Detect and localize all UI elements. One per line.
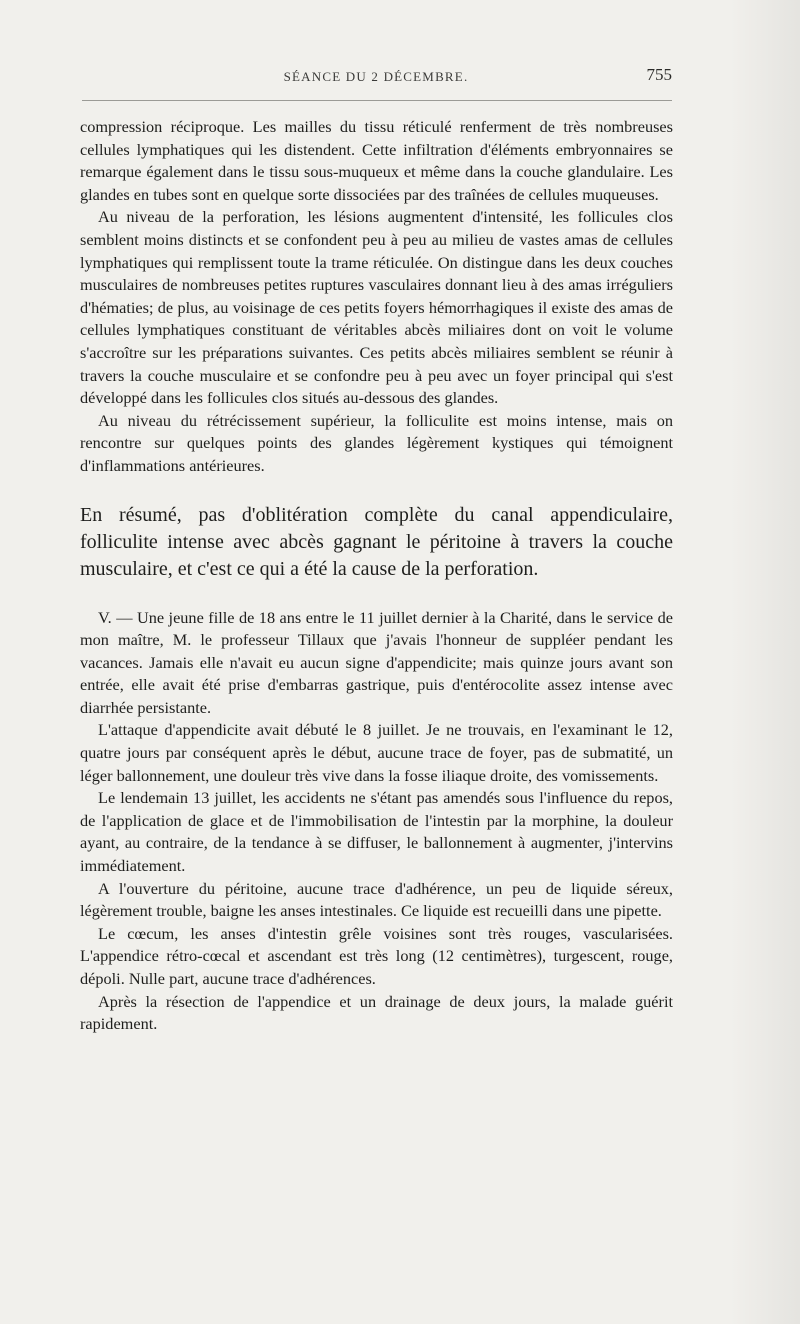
case-v-attack: L'attaque d'appendicite avait débuté le 8 juillet. Je ne trouvais, en l'examinant le 12, quatre jours par conséquent après le début, aucune trace de foyer, pas de submatité, un léger ballonnement, une douleur très vive dans la fosse iliaque droite, des vomissements. [80,720,673,785]
body-text [80,116,673,1036]
summary-paragraph: En résumé, pas d'oblitération complète du canal appendiculaire, folliculite intense avec abcès gagnant le péritoine à travers la couche musculaire, et c'est ce qui a été la cause de la perforation. [80,503,673,580]
case-v-opening: A l'ouverture du péritoine, aucune trace d'adhérence, un peu de liquide séreux, légèrement trouble, baigne les anses intestinales. Ce liquide est recueilli dans une pipette. [80,878,673,921]
case-v-outcome: Après la résection de l'appendice et un drainage de deux jours, la malade guérit rapidement. [80,991,673,1034]
paragraph-perforation: Au niveau de la perforation, les lésions augmentent d'intensité, les follicules clos semblent moins distincts et se confondent peu à peu au milieu de vastes amas de cellules lymphatiques qui remplissent toute la trame réticulée. On distingue dans les deux couches musculaires de nombreuses petites ruptures vasculaires donnant lieu à des amas irréguliers d'hématies; de plus, au voisinage de ces petits foyers hémorrhagiques il existe des amas de cellules lymphatiques constituant de véritables abcès miliaires dont on voit le volume s'accroître sur les préparations suivantes. Ces petits abcès miliaires semblent se réunir à travers la couche musculaire et se confondre peu à peu avec un foyer principal qui s'est développé dans les follicules clos situés au-dessous des glandes. [80,207,673,408]
page-number: 755 [646,65,672,84]
case-v-findings: Le cœcum, les anses d'intestin grêle voisines sont très rouges, vascularisées. L'appendice rétro-cœcal et ascendant est très long (12 centimètres), turgescent, rouge, dépoli. Nulle part, aucune trace d'adhérences. [80,923,673,988]
running-head: SÉANCE DU 2 DÉCEMBRE. [283,69,469,84]
case-v-intervention: Le lendemain 13 juillet, les accidents ne s'étant pas amendés sous l'influence du repos, de l'application de glace et de l'immobilisation de l'intestin par la morphine, la douleur ayant, au contraire, de la tendance à se diffuser, le ballonnement à augmenter, j'intervins immédiatement. [80,788,673,876]
header-rule [82,100,672,101]
case-v-intro: V. — Une jeune fille de 18 ans entre le 11 juillet dernier à la Charité, dans le service de mon maître, M. le professeur Tillaux que j'avais l'honneur de suppléer pendant les vacances. Jamais elle n'avait eu aucun signe d'appendicite; mais quinze jours avant son entrée, elle avait été prise d'embarras gastrique, puis d'entérocolite assez intense avec diarrhée persistante. [80,607,673,717]
paragraph-retrecissement: Au niveau du rétrécissement supérieur, la folliculite est moins intense, mais on rencontre sur quelques points des glandes légèrement kystiques qui témoignent d'inflammations antérieures. [80,410,673,475]
page-edge-shadow [730,0,800,1324]
page-header [80,64,672,92]
paragraph-continuation: compression réciproque. Les mailles du tissu réticulé renferment de très nombreuses cellules lymphatiques qui les distendent. Cette infiltration d'éléments embryonnaires se remarque également dans le tissu sous-muqueux et même dans la couche glandulaire. Les glandes en tubes sont en quelque sorte dissociées par des traînées de cellules muqueuses. [80,117,673,204]
